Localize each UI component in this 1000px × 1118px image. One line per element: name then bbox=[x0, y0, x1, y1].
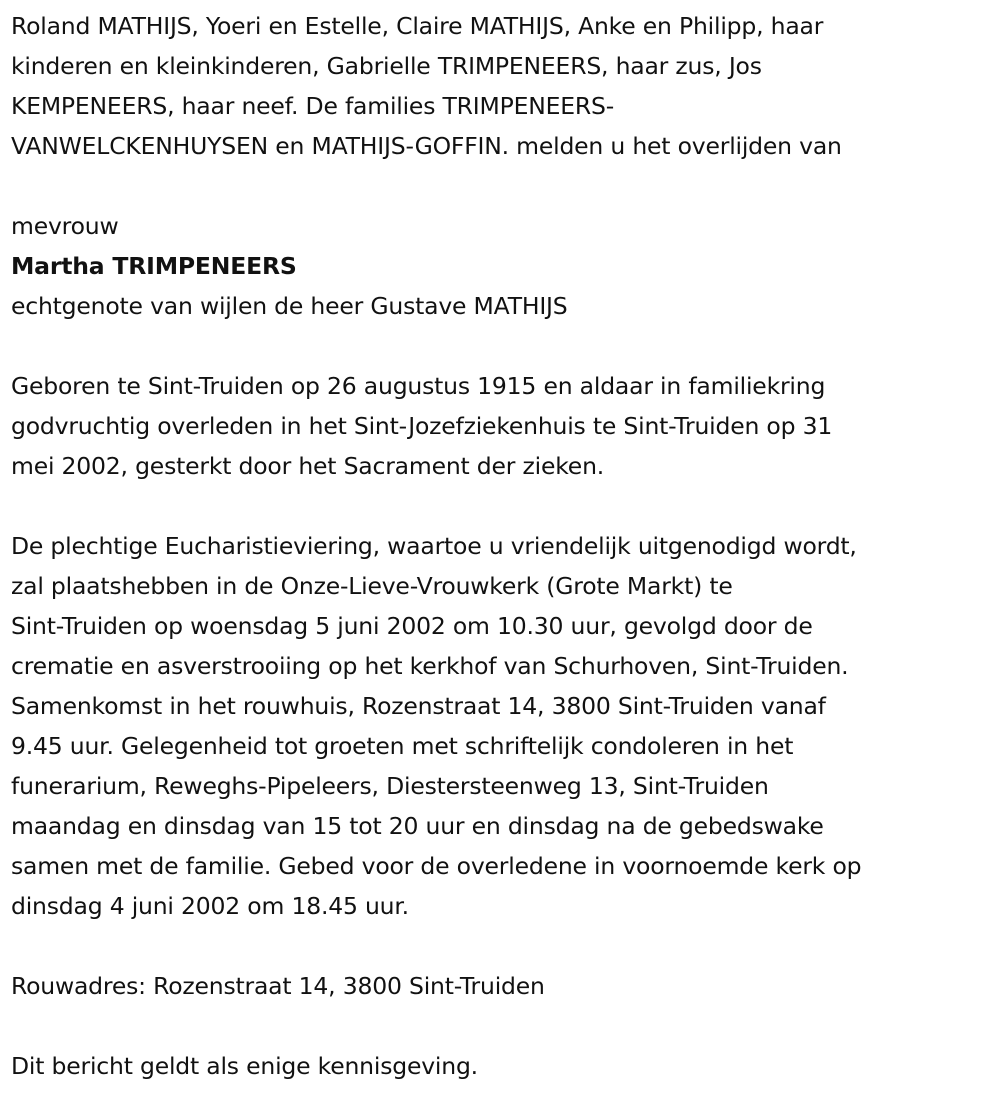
closing-line: Dit bericht geldt als enige kennisgeving. bbox=[11, 1052, 478, 1080]
spouse-line: echtgenote van wijlen de heer Gustave MATHIJS bbox=[11, 292, 568, 320]
salutation: mevrouw bbox=[11, 212, 119, 240]
obituary-notice bbox=[11, 6, 996, 1086]
spacer bbox=[11, 326, 996, 366]
spacer bbox=[11, 486, 996, 526]
deceased-name: Martha TRIMPENEERS bbox=[11, 252, 297, 280]
birth-death-paragraph: Geboren te Sint-Truiden op 26 augustus 1915 en aldaar in familiekring godvruchtig overleden in het Sint-Jozefziekenhuis te Sint-Truiden op 31 mei 2002, gesterkt door het Sacrament der zieken. bbox=[11, 372, 833, 480]
intro-paragraph: Roland MATHIJS, Yoeri en Estelle, Claire MATHIJS, Anke en Philipp, haar kinderen en kleinkinderen, Gabrielle TRIMPENEERS, haar zus, Jos KEMPENEERS, haar neef. De families TRIMPENEERS- VANWELCKENHUYSEN en MATHIJS-GOFFIN. melden u het overlijden van bbox=[11, 12, 842, 160]
mourning-address: Rouwadres: Rozenstraat 14, 3800 Sint-Truiden bbox=[11, 972, 545, 1000]
spacer bbox=[11, 926, 996, 966]
ceremony-paragraph: De plechtige Eucharistieviering, waartoe u vriendelijk uitgenodigd wordt, zal plaatshebben in de Onze-Lieve-Vrouwkerk (Grote Markt) te Sint-Truiden op woensdag 5 juni 2002 om 10.30 uur, gevolgd door de crematie en asverstrooiing op het kerkhof van Schurhoven, Sint-Truiden. Samenkomst in het rouwhuis, Rozenstraat 14, 3800 Sint-Truiden vanaf 9.45 uur. Gelegenheid tot groeten met schriftelijk condoleren in het funerarium, Reweghs-Pipeleers, Diestersteenweg 13, Sint-Truiden maandag en dinsdag van 15 tot 20 uur en dinsdag na de gebedswake samen met de familie. Gebed voor de overledene in voornoemde kerk op dinsdag 4 juni 2002 om 18.45 uur. bbox=[11, 532, 862, 920]
spacer bbox=[11, 166, 996, 206]
spacer bbox=[11, 1006, 996, 1046]
